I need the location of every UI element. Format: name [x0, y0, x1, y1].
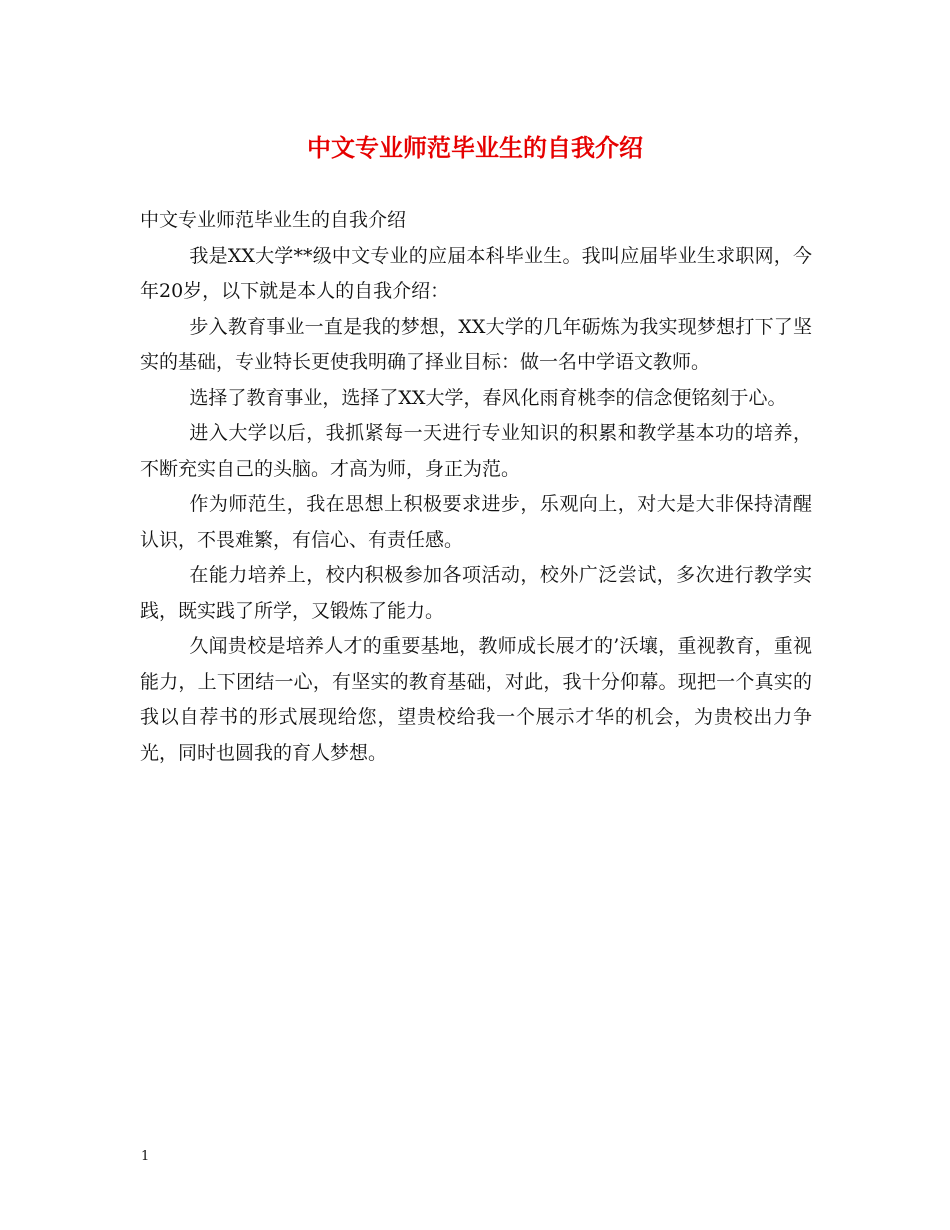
paragraph-3: 选择了教育事业，选择了XX大学，春风化雨育桃李的信念便铭刻于心。: [189, 386, 787, 409]
paragraph-5: 作为师范生，我在思想上积极要求进步，乐观向上，对大是大非保持清醒认识，不畏难繁，有信心、有责任感。: [140, 493, 812, 551]
paragraph-7: 久闻贵校是培养人才的重要基地，教师成长展才的’沃壤，重视教育，重视能力，上下团结一心，有坚实的教育基础，对此，我十分仰幕。现把一个真实的我以自荐书的形式展现给您，望贵校给我一个展示才华的机会，为贵校出力争光，同时也圆我的育人梦想。: [140, 635, 812, 764]
paragraph-2: 步入教育事业一直是我的梦想，XX大学的几年砺炼为我实现梦想打下了坚实的基础，专业特长更使我明确了择业目标：做一名中学语文教师。: [140, 315, 812, 373]
page-number: 1: [141, 1149, 150, 1164]
document-subtitle: 中文专业师范毕业生的自我介绍: [140, 209, 407, 231]
paragraph-4: 进入大学以后，我抓紧每一天进行专业知识的积累和教学基本功的培养，不断充实自己的头脑。才高为师，身正为范。: [140, 422, 812, 480]
paragraph-6: 在能力培养上，校内积极参加各项活动，校外广泛尝试，多次进行教学实践，既实践了所学，又锻炼了能力。: [140, 564, 812, 622]
paragraph-1: 我是XX大学**级中文专业的应届本科毕业生。我叫应届毕业生求职网，今年20岁，以下就是本人的自我介绍：: [140, 244, 812, 302]
document-body: [140, 203, 812, 771]
document-title: 中文专业师范毕业生的自我介绍: [307, 133, 643, 162]
